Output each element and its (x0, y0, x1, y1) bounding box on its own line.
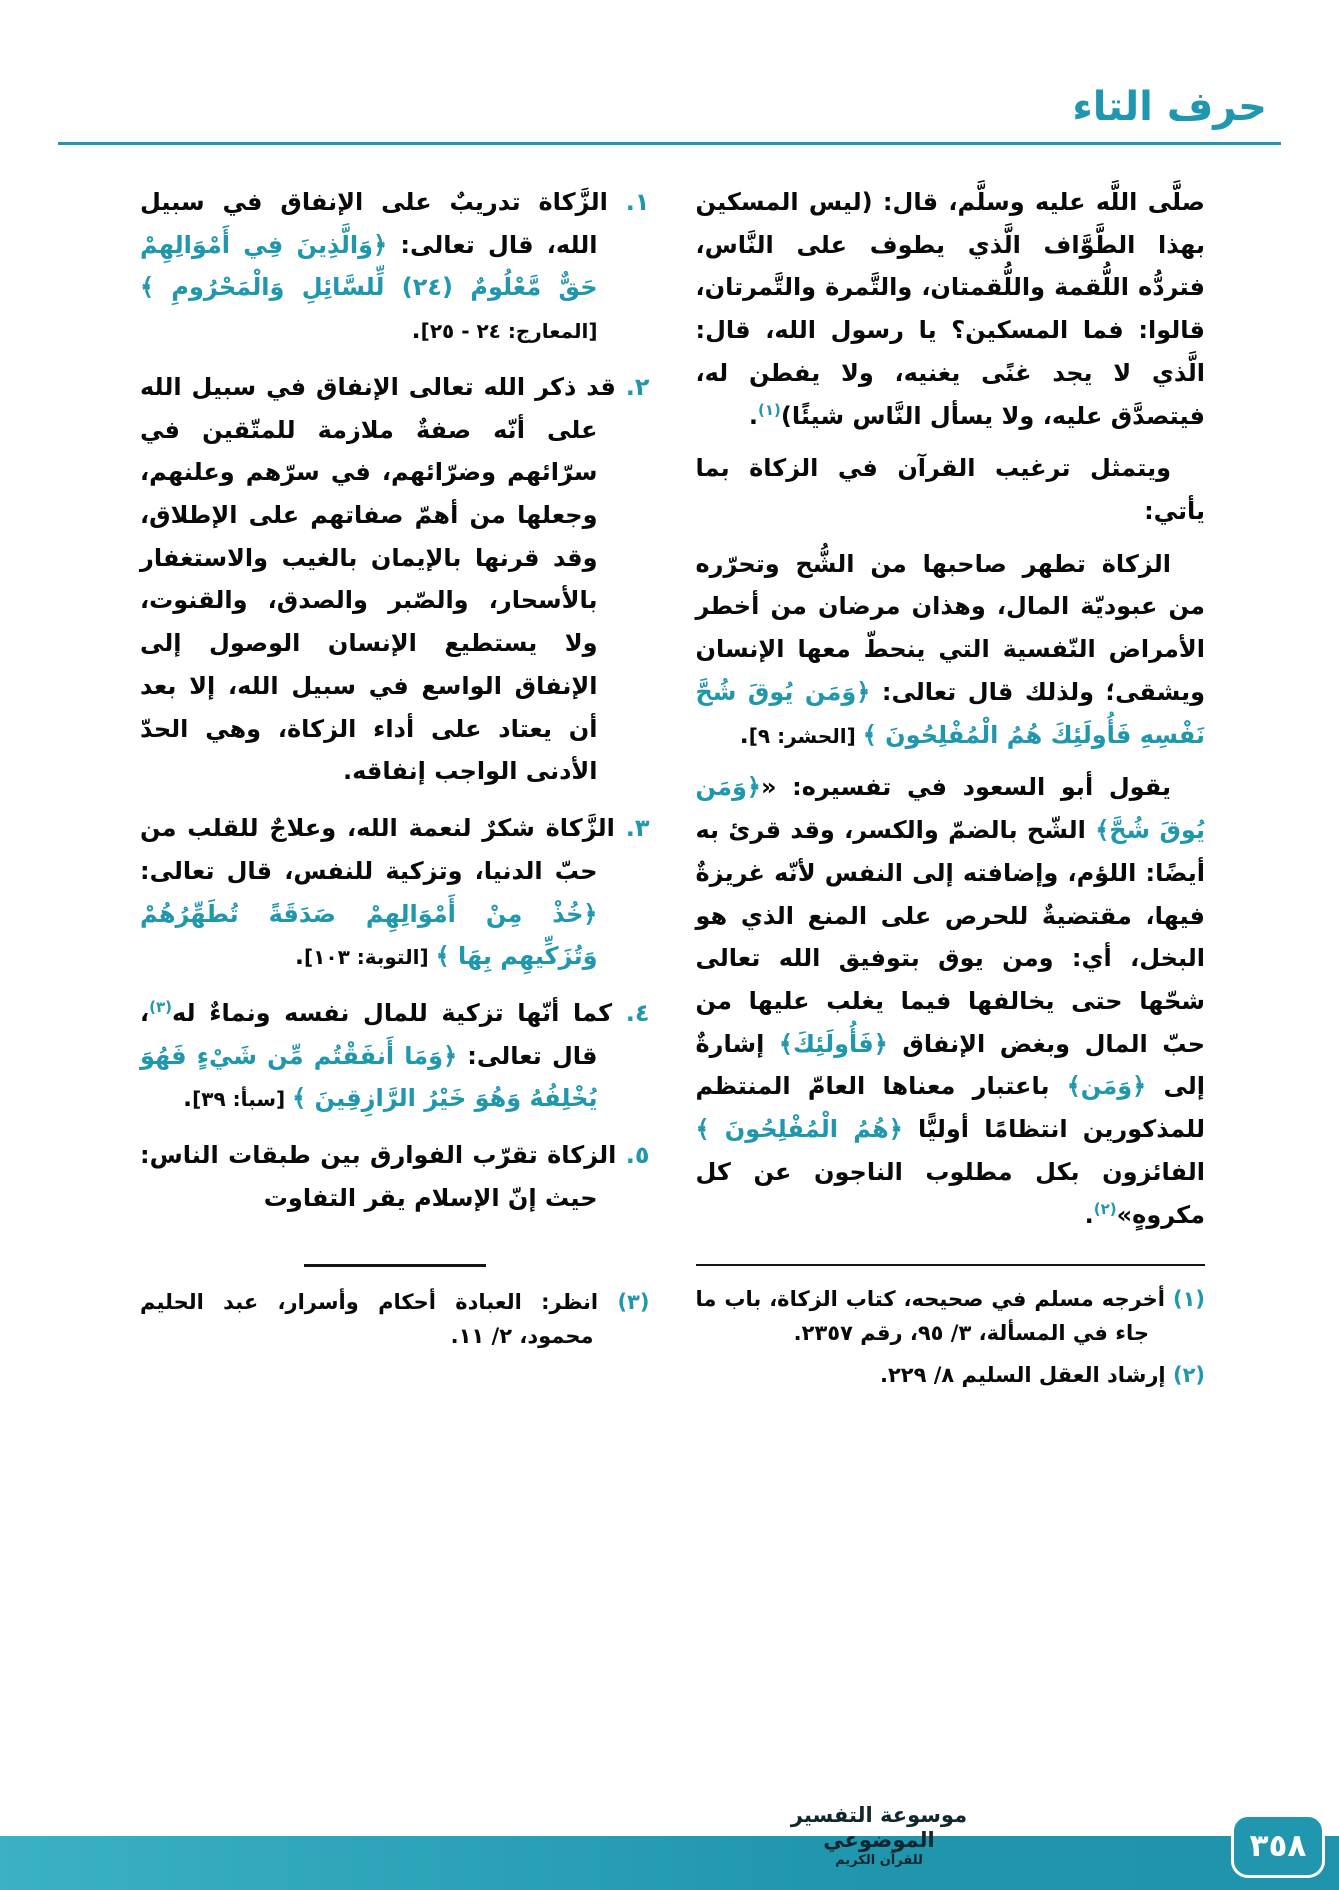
footnote-text: أخرجه مسلم في صحيحه، كتاب الزكاة، باب ما جاء في المسألة، ٣/ ٩٥، رقم ٢٣٥٧. (695, 1287, 1165, 1346)
body-text: الزَّكاة تدريبٌ على الإنفاق في سبيل الله، قال تعالى: (140, 188, 608, 259)
quran-verse: ﴿وَمَن يُوقَ شُحَّ نَفْسِهِ فَأُولَئِكَ هُمُ الْمُفْلِحُونَ ﴾ (695, 677, 1205, 749)
body-text: . (411, 316, 421, 345)
quran-verse: ﴿وَمَا أَنفَقْتُم مِّن شَيْءٍ فَهُوَ يُخْلِفُهُ وَهُوَ خَيْرُ الرَّازِقِينَ ﴾ (140, 1041, 598, 1113)
footnote-text: انظر: العبادة أحكام وأسرار، عبد الحليم محمود، ٢/ ١١. (140, 1289, 599, 1348)
verse-reference: [الحشر: ٩] (748, 723, 863, 748)
paragraph (696, 447, 1206, 532)
footnote-separator-right (696, 1264, 1206, 1266)
body-text: الفائزون بكل مطلوب الناجون عن كل مكروهٍ» (695, 1157, 1205, 1229)
verse-reference: [التوبة: ١٠٣] (304, 945, 436, 970)
quran-verse: ﴿هُمُ الْمُفْلِحُونَ ﴾ (695, 1115, 903, 1144)
numbered-list-item (140, 1134, 650, 1219)
quran-verse: ﴿خُذْ مِنْ أَمْوَالِهِمْ صَدَقَةً تُطَهِّرُهُمْ وَتُزَكِّيهِم بِهَا ﴾ (140, 899, 598, 971)
publisher-seal-subtitle: للقرآن الكريم (835, 1852, 923, 1868)
body-text: . (183, 1084, 193, 1113)
body-text: . (294, 942, 305, 971)
item-number: ٣. (614, 814, 650, 843)
publisher-seal (749, 1803, 1009, 1868)
footnote (140, 1285, 650, 1353)
footnote-marker: (٣) (149, 997, 172, 1016)
footnote-number: (٣) (598, 1289, 650, 1314)
body-text: ويتمثل ترغيب القرآن في الزكاة بما يأتي: (695, 454, 1205, 526)
body-text: . (748, 401, 758, 430)
footnote-marker: (٢) (1093, 1199, 1117, 1218)
right-column-paragraphs (696, 181, 1206, 1236)
body-text: . (739, 720, 749, 749)
body-text: الشّح بالضمّ والكسر، وقد قرئ به أيضًا: اللؤم، وإضافته إلى النفس لأنّه غريزةٌ فيها، مقتضيةٌ للحرص على المنع الذي هو البخل، أي: ومن يوق بتوفيق الله تعالى شحّها حتى يخالفها فيما يغلب عليها من حبّ المال وبغض الإنفاق (695, 816, 1205, 1058)
page-number-badge (1231, 1814, 1325, 1878)
item-number: ٥. (616, 1141, 650, 1170)
body-text: قد ذكر الله تعالى الإنفاق في سبيل الله على أنّه صفةٌ ملازمة للمتّقين في سرّائهم وضرّائهم، في سرّهم وعلنهم، وجعلها من أهمّ صفاتهم على الإطلاق، وقد قرنها بالإيمان بالغيب والاستغفار بالأسحار، والصّبر والصدق، والقنوت، ولا يستطيع الإنسان الوصول إلى الإنفاق الواسع في سبيل الله، إلا بعد أن يعتاد على أداء الزكاة، وهي الحدّ الأدنى الواجب إنفاقه. (140, 372, 616, 786)
footnote-separator-left (304, 1264, 486, 1267)
item-number: ٢. (615, 372, 650, 401)
paragraph (696, 766, 1206, 1236)
quran-verse: ﴿وَمَن يُوقَ شُحَّ﴾ (695, 773, 1205, 845)
right-column (696, 181, 1206, 1400)
header-divider-rule (58, 142, 1281, 145)
body-text: ، قال تعالى: (140, 998, 598, 1070)
paragraph (696, 181, 1206, 437)
quran-verse: ﴿وَمَن﴾ (1066, 1072, 1147, 1101)
body-text: . (1084, 1200, 1094, 1229)
quran-verse: ﴿فَأُولَئِكَ﴾ (778, 1029, 888, 1058)
right-column-footnotes (696, 1282, 1206, 1392)
quran-verse: ﴿وَالَّذِينَ فِي أَمْوَالِهِمْ حَقٌّ مَّعْلُومٌ (٢٤) لِّلسَّائِلِ وَالْمَحْرُومِ ﴾ (140, 230, 598, 302)
body-text: الزكاة تطهر صاحبها من الشُّح وتحرّره من عبوديّة المال، وهذان مرضان من أخطر الأمراض النّفسية التي ينحطّ معها الإنسان ويشقى؛ ولذلك قال تعالى: (695, 549, 1205, 706)
body-text: صلَّى اللَّه عليه وسلَّم، قال: (ليس المسكين بهذا الطَّوَّاف الَّذي يطوف على النَّاس، فتردُّه اللُّقمة واللُّقمتان، والتَّمرة والتَّمرتان، قالوا: فما المسكين؟ يا رسول الله، قال: الَّذي لا يجد غنًى يغنيه، ولا يفطن له، فيتصدَّق عليه، ولا يسأل النَّاس شيئًا) (695, 188, 1205, 430)
body-text: الزَّكاة شكرٌ لنعمة الله، وعلاجٌ للقلب من حبّ الدنيا، وتزكية للنفس، قال تعالى: (140, 814, 615, 885)
footnote (696, 1282, 1206, 1350)
page-header (0, 0, 1339, 145)
verse-reference: [سبأ: ٣٩] (192, 1087, 293, 1112)
footnote (696, 1358, 1206, 1392)
paragraph (696, 543, 1206, 757)
numbered-list-item (140, 807, 650, 978)
verse-reference: [المعارج: ٢٤ - ٢٥] (420, 319, 598, 344)
item-number: ١. (607, 188, 650, 216)
body-text: إشارةٌ إلى (695, 1029, 1206, 1101)
left-column (140, 181, 650, 1361)
numbered-list-item (140, 181, 650, 352)
footnote-marker: (١) (758, 400, 781, 419)
chapter-title: حرف التاء (1072, 84, 1267, 130)
numbered-list-item (140, 992, 650, 1120)
footnote-number: (٢) (1165, 1363, 1205, 1388)
body-text: الزكاة تقرّب الفوارق بين طبقات الناس: حيث إنّ الإسلام يقر التفاوت (140, 1141, 617, 1212)
numbered-list-item (140, 366, 650, 793)
left-column-footnotes (140, 1285, 650, 1353)
footnote-text: إرشاد العقل السليم ٨/ ٢٢٩. (879, 1363, 1166, 1388)
body-text: كما أنّها تزكية للمال نفسه ونماءٌ له (172, 998, 613, 1027)
item-number: ٤. (612, 998, 650, 1027)
footer-band (0, 1836, 1339, 1890)
footnote-number: (١) (1164, 1287, 1205, 1312)
publisher-seal-title: موسوعة التفسير الموضوعي (790, 1803, 968, 1852)
page-number: ٣٥٨ (1249, 1828, 1307, 1864)
left-column-paragraphs (140, 181, 650, 1220)
two-column-text-area (140, 181, 1205, 1400)
body-text: يقول أبو السعود في تفسيره: « (760, 773, 1171, 802)
body-text: باعتبار معناها العامّ المنتظم للمذكورين انتظامًا أوليًّا (695, 1072, 1205, 1144)
